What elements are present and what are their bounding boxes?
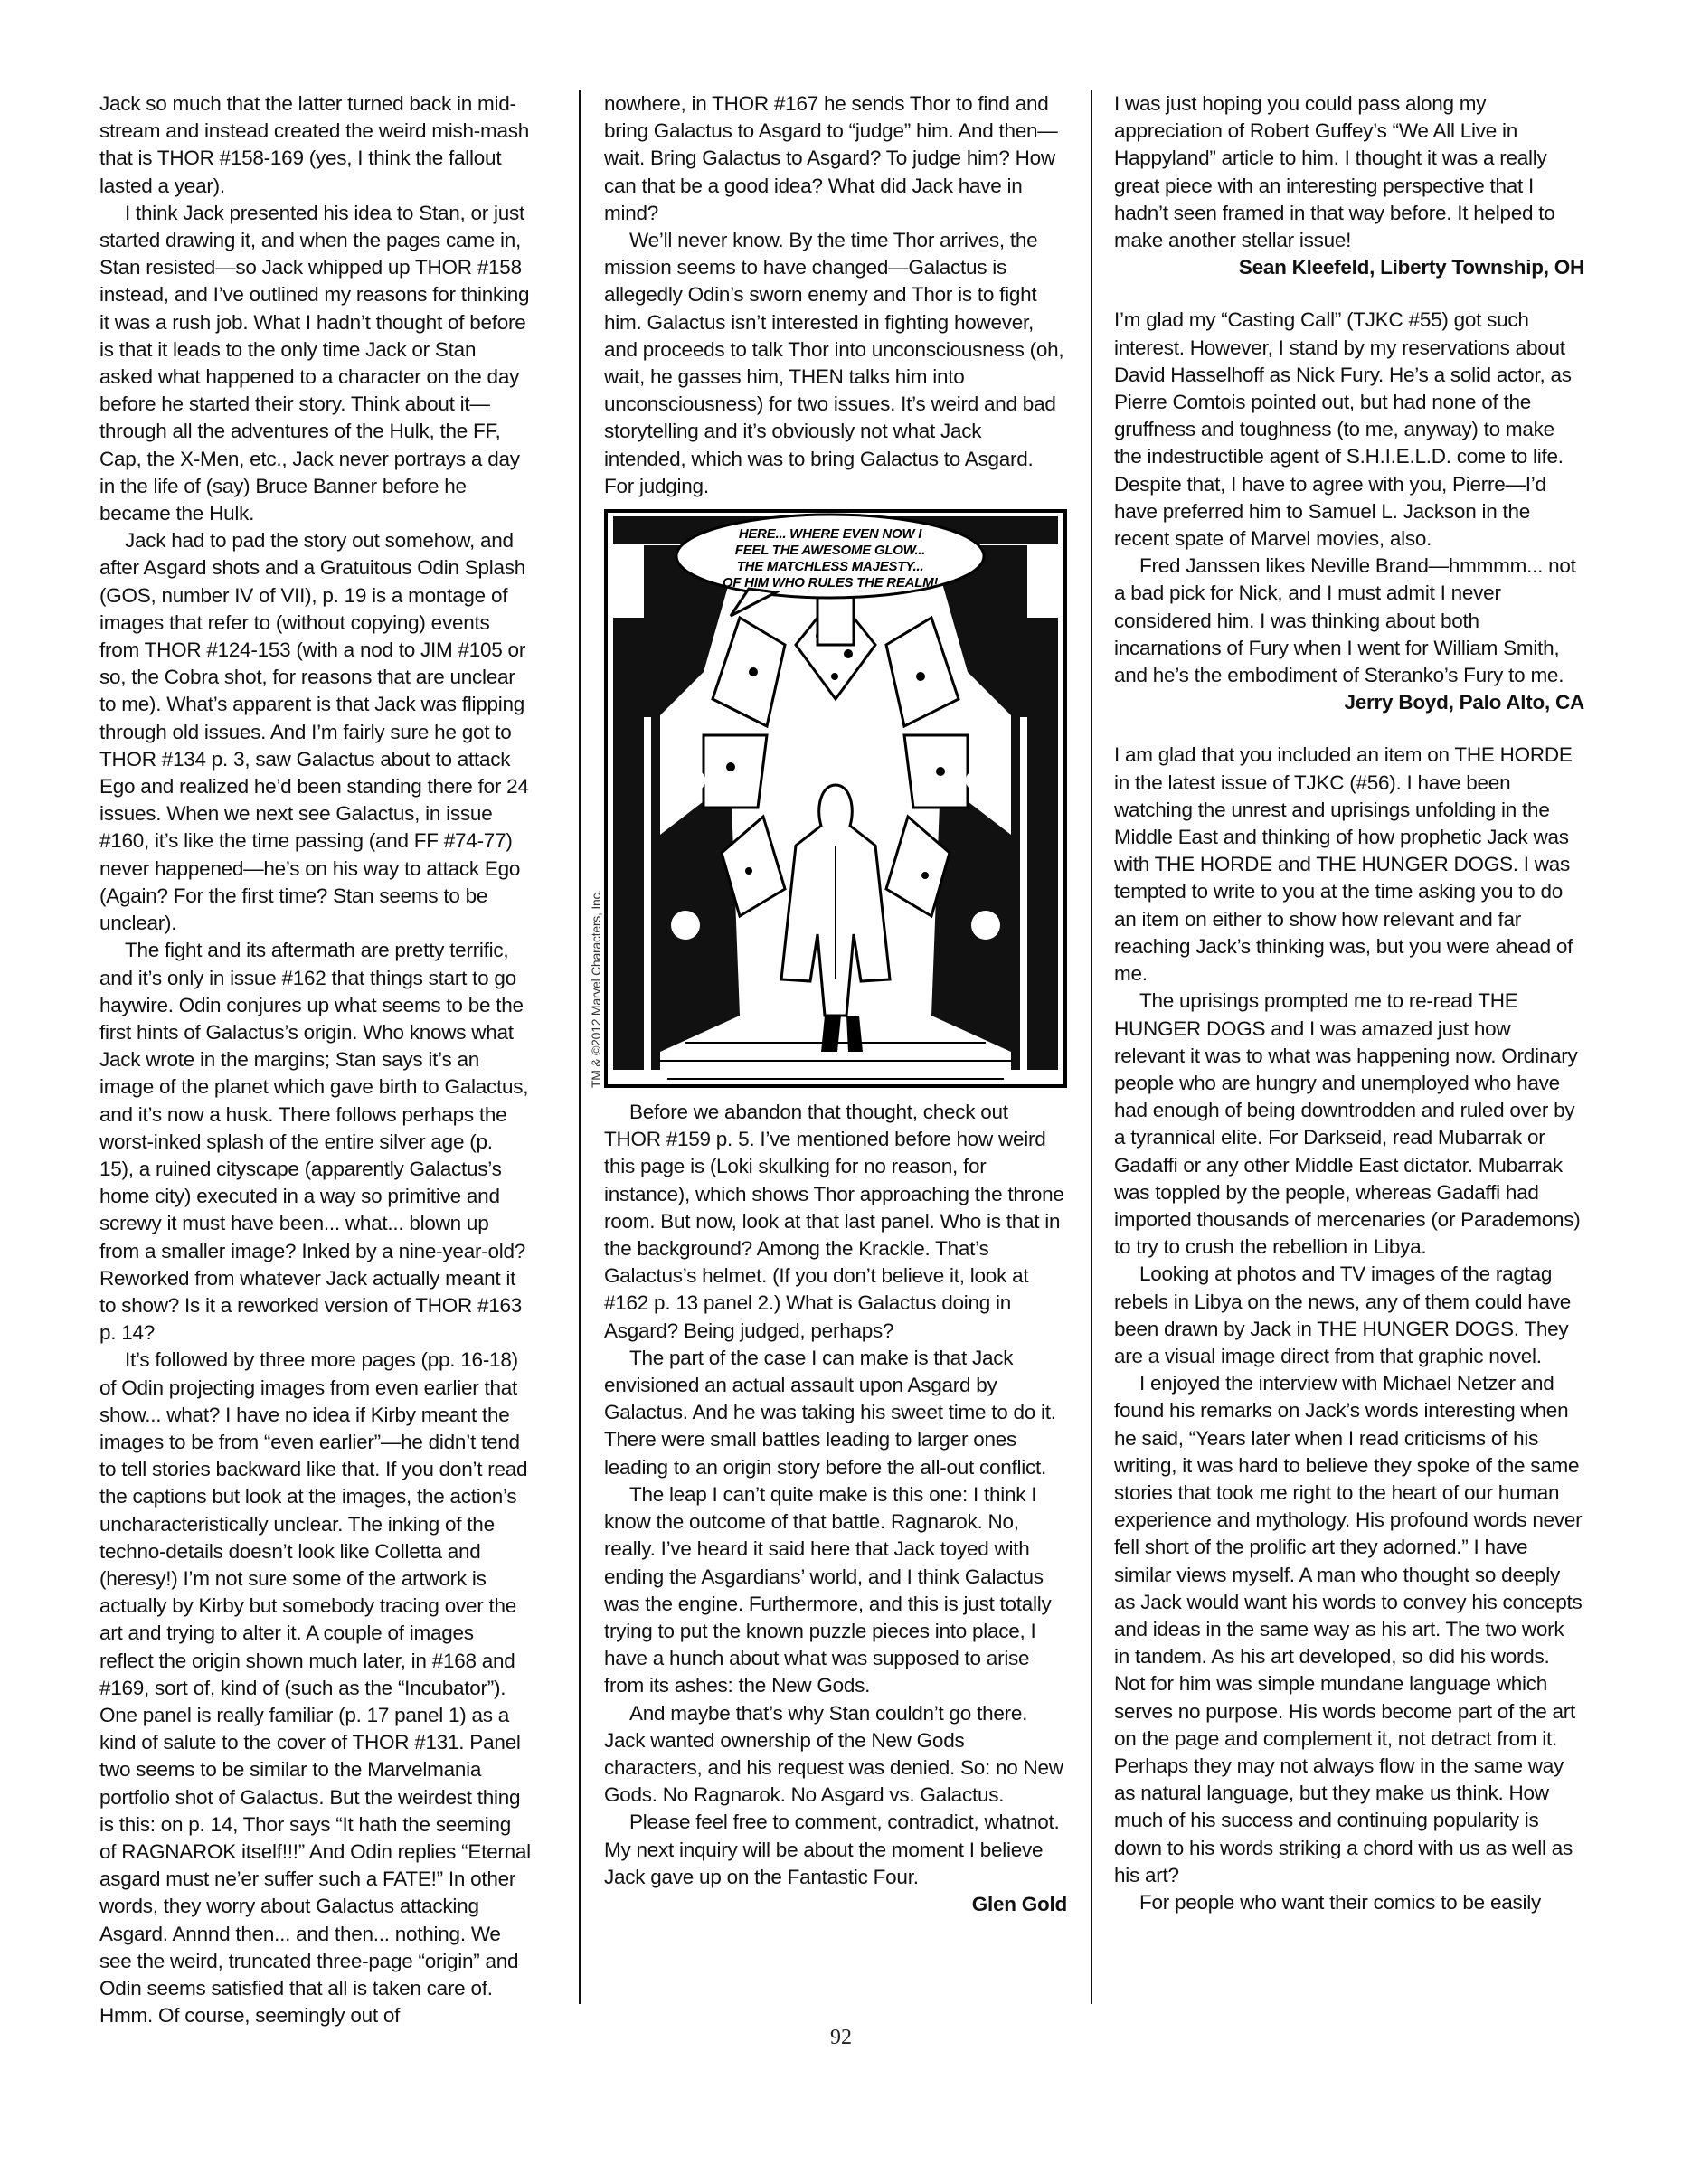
letter-signature: Jerry Boyd, Palo Alto, CA <box>1344 691 1584 714</box>
paragraph: The part of the case I can make is that Jack envisioned an actual assault upon Asgard by Galactus. And he was taking his sweet time to do it. There were small battles leading to larger ones leading to an origin story before the all-out conflict. <box>604 1346 1056 1479</box>
letter-signature: Glen Gold <box>971 1892 1067 1915</box>
page-number: 92 <box>830 2026 852 2049</box>
galactus-throne-drawing <box>604 509 1067 1088</box>
paragraph: Before we abandon that thought, check out THOR #159 p. 5. I’ve mentioned before how weird this page is (Loki skulking for no reason, for instance), which shows Thor approaching the throne room. But now, look at that last panel. Who is that in the background? Among the Krackle. That’s Galactus’s helmet. (If you don’t believe it, look at #162 p. 13 panel 2.) What is Galactus doing in Asgard? Being judged, perhaps? <box>604 1101 1064 1342</box>
paragraph: We’ll never know. By the time Thor arrives, the mission seems to have changed—Galactus is allegedly Odin’s sworn enemy and Thor is to fight him. Galactus isn’t interested in fighting however, and proceeds to talk Thor into unconsciousness (oh, wait, he gasses him, THEN talks him into unconsciousness) for two issues. It’s weird and bad storytelling and it’s obviously not what Jack intended, which was to bring Galactus to Asgard. For judging. <box>604 229 1064 497</box>
letter-paragraph: The uprisings prompted me to re-read THE HUNGER DOGS and I was amazed just how relevant it was to what was happening now. Ordinary people who are hungry and unemployed who have had enough of being downtrodden and ruled over by a tyrannical elite. For Darkseid, read Mubarrak or Gadaffi or any other Middle East dictator. Mubarrak was toppled by the people, whereas Gadaffi had imported thousands of mercenaries (or Parademons) to try to crush the rebellion in Libya. <box>1114 989 1581 1259</box>
letter-paragraph: I’m glad my “Casting Call” (TJKC #55) got such interest. However, I stand by my reservations about David Hasselhoff as Nick Fury. He’s a solid actor, as Pierre Comtois pointed out, but had none of the gruffness and toughness (to me, anyway) to make the indestructible agent of S.H.I.E.L.D. come to life. Despite that, I have to agree with you, Pierre—I’d have preferred him to Samuel L. Jackson in the recent spate of Marvel movies, also. <box>1114 308 1572 551</box>
paragraph: It’s followed by three more pages (pp. 16-18) of Odin projecting images from even earlier that show... what? I have no idea if Kirby meant the images to be from “even earlier”—he didn’t tend to tell stories backward like that. If you don’t read the captions but look at the images, the action’s uncharacteristically unclear. The inking of the techno-details doesn’t look like Colletta and (heresy!) I’m not sure some of the artwork is actually by Kirby but somebody tracing over the art and trying to alter it. A couple of images reflect the origin shown much later, in #168 and #169, sort of, kind of (such as the “Incubator”). One panel is really familiar (p. 17 panel 1) as a kind of salute to the cover of THOR #131. Panel two seems to be similar to the Marvelmania portfolio shot of Galactus. But the weirdest thing is this: on p. 14, Thor says “It hath the seeming of RAGNAROK itself!!!” And Odin replies “Eternal asgard must ne’er suffer such a FATE!” In other words, they worry about Galactus attacking Asgard. Annnd then... and then... nothing. We see the weird, truncated three-page “origin” and Odin seems satisfied that all is taken care of. Hmm. Of course, seemingly out of <box>99 1348 531 2028</box>
paragraph: The fight and its aftermath are pretty terrific, and it’s only in issue #162 that things start to go haywire. Odin conjures up what seems to be the first hints of Galactus’s origin. Who knows what Jack wrote in the margins; Stan says it’s an image of the planet which gave birth to Galactus, and it’s now a husk. There follows perhaps the worst-inked splash of the entire silver age (p. 15), a ruined cityscape (apparently Galactus’s home city) executed in a way so primitive and screwy it must have been... what... blown up from a smaller image? Inked by a nine-year-old? Reworked from whatever Jack actually meant it to show? Is it a reworked version of THOR #163 p. 14? <box>99 939 529 1345</box>
paragraph: Please feel free to comment, contradict, whatnot. My next inquiry will be about the moment I believe Jack gave up on the Fantastic Four. <box>604 1811 1060 1888</box>
column-divider <box>1091 90 1092 2004</box>
paragraph: nowhere, in THOR #167 he sends Thor to find and bring Galactus to Asgard to “judge” him. And then—wait. Bring Galactus to Asgard? To judge him? How can that be a good idea? What did Jack have in mind? <box>604 92 1058 224</box>
column-3 <box>1114 90 1584 1997</box>
letter-paragraph: I enjoyed the interview with Michael Netzer and found his remarks on Jack’s words interesting when he said, “Years later when I read criticisms of his writing, it was hard to believe they spoke of the same stories that took me right to the heart of our human experience and mythology. His profound words never fell short of the prolific art they adorned.” I have similar views myself. A man who thought so deeply as Jack would want his words to convey his concepts and ideas in the same way as his art. The two work in tandem. As his art developed, so did his words. Not for him was simple mundane language which serves no purpose. His words become part of the art on the page and complement it, not detract from it. Perhaps they may not always flow in the same way as natural language, but they make us think. How much of his success and continuing popularity is down to his words striking a chord with us as well as his art? <box>1114 1372 1583 1886</box>
paragraph: The leap I can’t quite make is this one: I think I know the outcome of that battle. Ragnarok. No, really. I’ve heard it said here that Jack toyed with ending the Asgardians’ world, and I think Galactus was the engine. Furthermore, and this is just totally trying to put the known puzzle pieces into place, I have a hunch about what was supposed to arise from its ashes: the New Gods. <box>604 1482 1052 1697</box>
comic-panel-illustration: TM & ©2012 Marvel Characters, Inc. HERE... WHERE EVEN NOW I FEEL THE AWESOME GLOW... THE MATCHLESS MAJESTY... OF HIM WHO RULES THE REALM! <box>604 509 1067 1088</box>
balloon-line: HERE... WHERE EVEN NOW I <box>738 526 922 543</box>
paragraph: Jack had to pad the story out somehow, and after Asgard shots and a Gratuitous Odin Splash (GOS, number IV of VII), p. 19 is a montage of images that refer to (without copying) events from THOR #124-153 (with a nod to JIM #105 or so, the Cobra shot, for reasons that are unclear to me). What’s apparent is that Jack was flipping through old issues. And I’m fairly sure he got to THOR #134 p. 3, saw Galactus about to attack Ego and realized he’d been standing there for 24 issues. When we next see Galactus, in issue #160, it’s like the time passing (and FF #74-77) never happened—he’s on his way to attack Ego (Again? For the first time? Stan seems to be unclear). <box>99 529 529 935</box>
letter-paragraph: For people who want their comics to be easily <box>1139 1891 1541 1914</box>
letter-paragraph: Looking at photos and TV images of the ragtag rebels in Libya on the news, any of them could have been drawn by Jack in THE HUNGER DOGS. They are a visual image direct from that graphic novel. <box>1114 1262 1572 1367</box>
balloon-line: FEEL THE AWESOME GLOW... <box>734 543 926 559</box>
letter-paragraph: Fred Janssen likes Neville Brand—hmmmm... not a bad pick for Nick, and I must admit I never considered him. I was thinking about both incarnations of Fury when I went for William Smith, and he’s the embodiment of Steranko’s Fury to me. <box>1114 554 1576 687</box>
column-2 <box>589 90 1067 1997</box>
paragraph: And maybe that’s why Stan couldn’t go there. Jack wanted ownership of the New Gods characters, and his request was denied. So: no New Gods. No Ragnarok. No Asgard vs. Galactus. <box>604 1701 1063 1807</box>
letter-paragraph: I was just hoping you could pass along my appreciation of Robert Guffey’s “We All Live in Happyland” article to him. I thought it was a really great piece with an interesting perspective that I hadn’t seen framed in that way before. It helped to make another stellar issue! <box>1114 92 1555 252</box>
balloon-line: OF HIM WHO RULES THE REALM! <box>722 575 939 591</box>
column-1 <box>99 90 532 2028</box>
paragraph: Jack so much that the latter turned back in mid-stream and instead created the weird mish-mash that is THOR #158-169 (yes, I think the fallout lasted a year). <box>99 92 529 197</box>
column-divider <box>579 90 581 2004</box>
letter-paragraph: I am glad that you included an item on THE HORDE in the latest issue of TJKC (#56). I have been watching the unrest and uprisings unfolding in the Middle East and thinking of how prophetic Jack was with THE HORDE and THE HUNGER DOGS. I was tempted to write to you at the time asking you to do an item on either to show how relevant and far reaching Jack’s thinking was, but you were ahead of me. <box>1114 743 1573 986</box>
paragraph: I think Jack presented his idea to Stan, or just started drawing it, and when the pages came in, Stan resisted—so Jack whipped up THOR #158 instead, and I’ve outlined my reasons for thinking it was a rush job. What I hadn’t thought of before is that it leads to the only time Jack or Stan asked what happened to a character on the day before he started their story. Think about it—through all the adventures of the Hulk, the FF, Cap, the X-Men, etc., Jack never portrays a day in the life of (say) Bruce Banner before he became the Hulk. <box>99 201 530 525</box>
letter-signature: Sean Kleefeld, Liberty Township, OH <box>1238 256 1584 279</box>
balloon-line: THE MATCHLESS MAJESTY... <box>736 559 924 575</box>
